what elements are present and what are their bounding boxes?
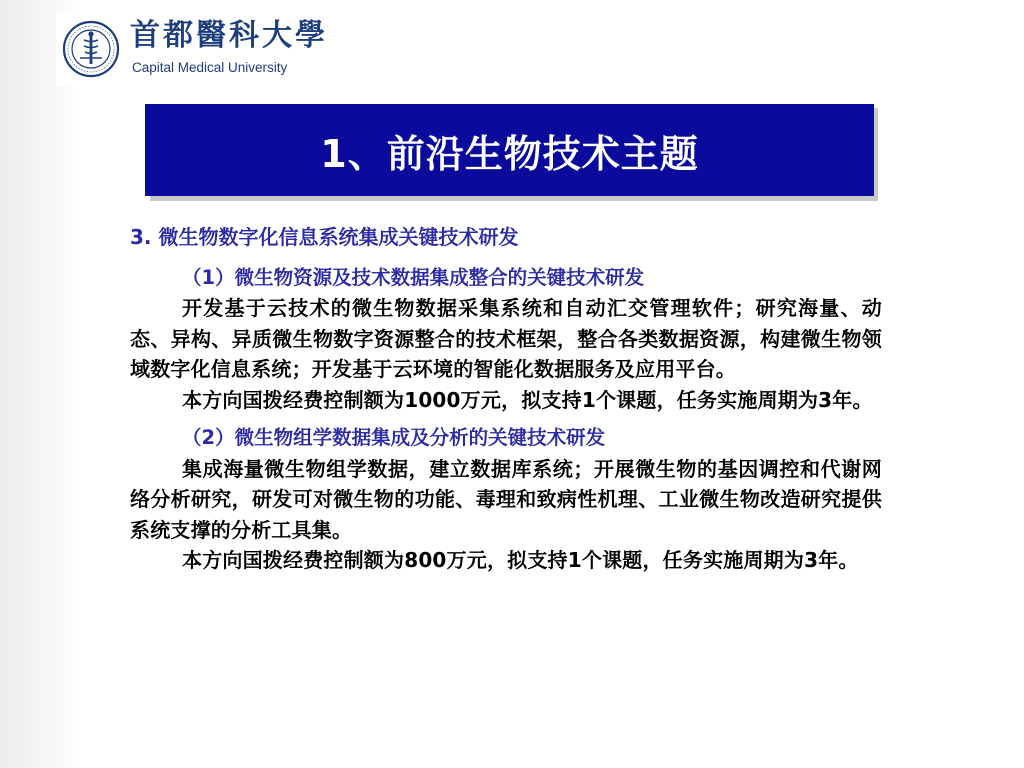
slide-content (130, 222, 882, 576)
logo-chinese-name: 首都醫科大學 (130, 18, 328, 53)
slide-title: 1、前沿生物技术主题 (320, 131, 699, 176)
subsection-2-paragraph-2: 本方向国拨经费控制额为800万元，拟支持1个课题，任务实施周期为3年。 (182, 548, 859, 572)
subsection-2-paragraph-1: 集成海量微生物组学数据，建立数据库系统；开展微生物的基因调控和代谢网络分析研究，研发可对微生物的功能、毒理和致病性机理、工业微生物改造研究提供系统支撑的分析工具集。 (130, 456, 882, 542)
subsection-heading-1: （1）微生物资源及技术数据集成整合的关键技术研发 (182, 265, 645, 289)
subsection-heading-2: （2）微生物组学数据集成及分析的关键技术研发 (182, 426, 606, 449)
section-heading: 3. 微生物数字化信息系统集成关键技术研发 (130, 225, 519, 249)
university-seal-icon (62, 20, 120, 78)
title-banner (145, 104, 874, 196)
logo-english-name: Capital Medical University (132, 60, 288, 75)
left-gradient-band (0, 0, 78, 768)
subsection-1-paragraph-1: 开发基于云技术的微生物数据采集系统和自动汇交管理软件；研究海量、动态、异构、异质微生物数字资源整合的技术框架，整合各类数据资源，构建微生物领域数字化信息系统；开发基于云环境的智能化数据服务及应用平台。 (130, 296, 882, 381)
subsection-1-paragraph-2: 本方向国拨经费控制额为1000万元，拟支持1个课题，任务实施周期为3年。 (182, 387, 873, 412)
